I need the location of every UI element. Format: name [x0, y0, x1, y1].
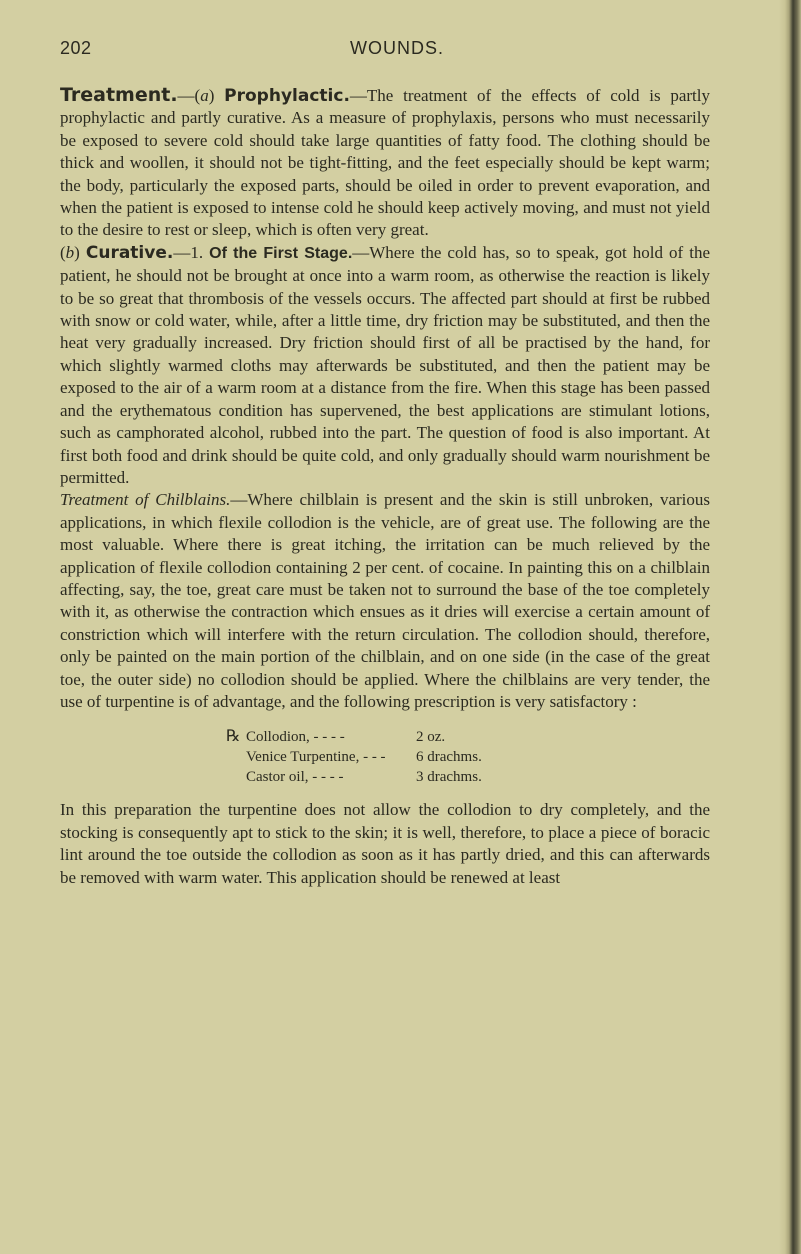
body-text — [60, 84, 710, 889]
page-number: 202 — [60, 38, 92, 58]
first-stage-heading: Of the First Stage. — [209, 244, 353, 262]
chilblains-heading: Treatment of Chilblains. — [60, 490, 231, 510]
paragraph-prophylactic — [60, 84, 710, 242]
prophylactic-heading: Prophylactic. — [224, 86, 350, 106]
paragraph-curative — [60, 242, 710, 489]
page-header — [60, 38, 740, 64]
prescription — [60, 727, 710, 787]
ingredient-name: Venice Turpentine, - - - — [246, 749, 386, 766]
curative-heading: Curative. — [85, 242, 174, 263]
ingredient-name: Castor oil, - - - - — [246, 769, 344, 786]
running-title: WOUNDS. — [350, 38, 444, 58]
rx-icon: ℞ — [226, 728, 241, 746]
prophylactic-text: —The treatment of the effects of cold is partly prophylactic and partly curative. As a measure of prophylaxis, persons who must necessarily be exposed to severe cold should take large quantities of fatty food. The clothing should be thick and woollen, it should not be tight-fitting, and the feet especially should be kept warm; the body, particularly the exposed parts, should be oiled in order to prevent evaporation, and when the patient is exposed to intense cold he should keep actively moving, and must not yield to the desire to rest or sleep, which is often very great. — [60, 86, 710, 240]
paren-open-b: ( — [60, 242, 66, 262]
paren-open: —( — [177, 86, 201, 105]
chilblains-text: —Where chilblain is present and the skin is still unbroken, various applications, in which flexile collodion is the vehicle, are of great use. The following are the most valuable. Where there is great itching, the irritation can be much relieved by the application of flexile collodion containing 2 per cent. of cocaine. In painting this on a chilblain affecting, say, the toe, great care must be taken not to surround the base of the toe completely with it, as otherwise the contraction which ensues as it dries will exercise a certain amount of constriction which will interfere with the return circulation. The collodion should, therefore, only be painted on the main portion of the chilblain, and on one side (in the case of the great toe, the outer side) no collodion should be applied. Where the chilblains are very tender, the use of turpentine is of advantage, and the following prescription is very satisfactory : — [60, 490, 710, 711]
paragraph-chilblains — [60, 489, 710, 713]
paren-close-b: ) — [74, 242, 86, 262]
ingredient-quantity: 2 oz. — [416, 729, 446, 746]
prescription-row — [60, 747, 710, 767]
marker-b: b — [65, 242, 75, 262]
ingredient-name: Collodion, - - - - — [246, 729, 345, 746]
curative-text: —Where the cold has, so to speak, got hold of the patient, he should not be brought at once into a warm room, as otherwise the reaction is likely to be so great that thrombosis of the vessels occurs. The affected part should at first be rubbed with snow or cold water, while, after a little time, dry friction may be substituted, and then the heat very gradually increased. Dry friction should first of all be practised by the hand, for which slightly warmed cloths may afterwards be substituted, and then the patient may be exposed to the air of a warm room at a distance from the fire. When this stage has been passed and the erythematous condition has supervened, the best applications are stimulant lotions, such as camphorated alcohol, rubbed into the part. The question of food is also important. At first both food and drink should be quite cold, and only gradually should warm nourishment be permitted. — [60, 242, 710, 487]
ingredient-quantity: 6 drachms. — [416, 749, 482, 766]
prescription-row — [60, 767, 710, 787]
treatment-heading: Treatment. — [60, 84, 178, 106]
ingredient-quantity: 3 drachms. — [416, 769, 482, 786]
paragraph-preparation — [60, 799, 710, 889]
prescription-row — [60, 727, 710, 747]
preparation-text: In this preparation the turpentine does not allow the collodion to dry completely, and the stocking is consequently apt to stick to the skin; it is well, therefore, to place a piece of boracic lint around the toe outside the collodion as soon as it has partly dried, and this can afterwards be removed with warm water. This application should be renewed at least — [60, 800, 710, 887]
paren-close: ) — [208, 86, 225, 105]
curative-dash: —1. — [173, 242, 210, 262]
page-edge — [779, 0, 801, 1254]
marker-a: a — [200, 86, 209, 105]
